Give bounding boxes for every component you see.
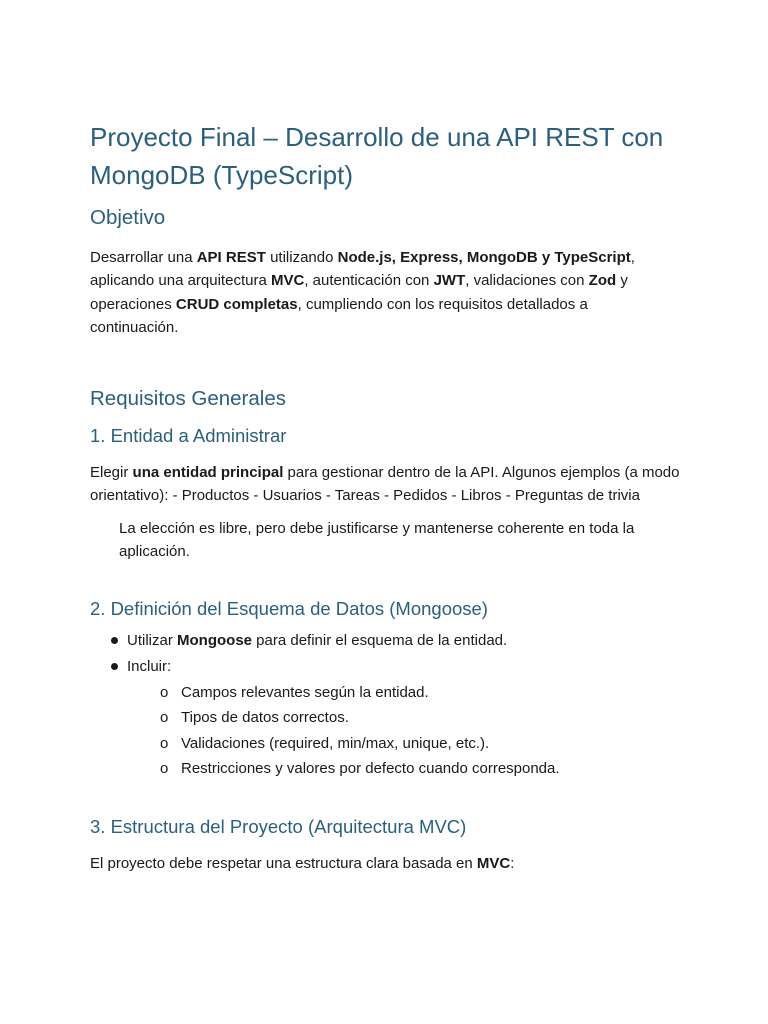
- bold-run: Mongoose: [177, 632, 253, 650]
- bold-run: JWT: [433, 272, 466, 290]
- list-item: [90, 654, 680, 782]
- estructura-paragraph: [90, 852, 680, 875]
- document-title: Proyecto Final – Desarrollo de una API REST con MongoDB (TypeScript): [90, 122, 664, 190]
- text-run: Desarrollar una: [90, 249, 197, 266]
- sub-list-item: [127, 731, 680, 757]
- bold-run: una entidad principal: [132, 464, 284, 482]
- text-run: Validaciones (required, min/max, unique, etc.).: [181, 734, 490, 752]
- esquema-sub-list: [127, 680, 680, 782]
- subsection-heading-estructura: 3. Estructura del Proyecto (Arquitectura MVC): [90, 815, 467, 837]
- bullet-icon: [111, 637, 118, 644]
- subsection-heading-esquema: 2. Definición del Esquema de Datos (Mongoose): [90, 598, 488, 620]
- bold-run: CRUD completas: [175, 295, 298, 313]
- entidad-paragraph: [90, 461, 680, 508]
- text-run: Campos relevantes según la entidad.: [181, 683, 429, 701]
- document-content: [90, 118, 680, 875]
- section-heading-requisitos: Requisitos Generales: [90, 387, 286, 411]
- text-run: , cumpliendo con los requisitos detallados a continuación.: [90, 295, 588, 336]
- bold-run: MVC: [476, 854, 511, 872]
- text-run: Incluir:: [127, 657, 172, 675]
- text-run: , autenticación con: [304, 272, 434, 290]
- text-run: y operaciones: [90, 272, 628, 313]
- circle-bullet-icon: o: [160, 709, 169, 727]
- text-run: El proyecto debe respetar una estructura clara basada en: [90, 854, 477, 872]
- subsection-heading-entidad: 1. Entidad a Administrar: [90, 425, 287, 447]
- text-run: Elegir: [90, 464, 133, 482]
- objetivo-paragraph: [90, 246, 680, 339]
- text-run: , aplicando una arquitectura: [90, 249, 635, 290]
- text-run: Restricciones y valores por defecto cuando corresponda.: [181, 760, 560, 778]
- text-run: utilizando: [265, 249, 338, 266]
- bold-run: MVC: [270, 272, 305, 290]
- text-run: , validaciones con: [465, 272, 589, 290]
- entidad-quote: La elección es libre, pero debe justificarse y mantenerse coherente en toda la aplicación.: [119, 519, 635, 561]
- circle-bullet-icon: o: [160, 760, 169, 778]
- bold-run: API REST: [196, 249, 266, 266]
- sub-list-item: [127, 705, 680, 731]
- text-run: para definir el esquema de la entidad.: [252, 632, 508, 650]
- section-heading-objetivo: Objetivo: [90, 206, 166, 229]
- bold-run: Zod: [588, 272, 617, 290]
- bold-run: Node.js, Express, MongoDB y TypeScript: [337, 249, 631, 266]
- text-run: para gestionar dentro de la API. Algunos ejemplos (a modo orientativo): - Productos - Usuarios - Tareas - Pedidos - Libros - Preguntas de trivia: [90, 464, 680, 505]
- circle-bullet-icon: o: [160, 683, 169, 701]
- sub-list-item: [127, 756, 680, 782]
- text-run: Utilizar: [127, 632, 178, 650]
- bullet-icon: [111, 663, 118, 670]
- circle-bullet-icon: o: [160, 734, 169, 752]
- text-run: Tipos de datos correctos.: [181, 709, 349, 727]
- list-item: [90, 628, 680, 654]
- sub-list-item: [127, 680, 680, 706]
- esquema-bullet-list: [90, 628, 680, 782]
- text-run: :: [510, 854, 515, 872]
